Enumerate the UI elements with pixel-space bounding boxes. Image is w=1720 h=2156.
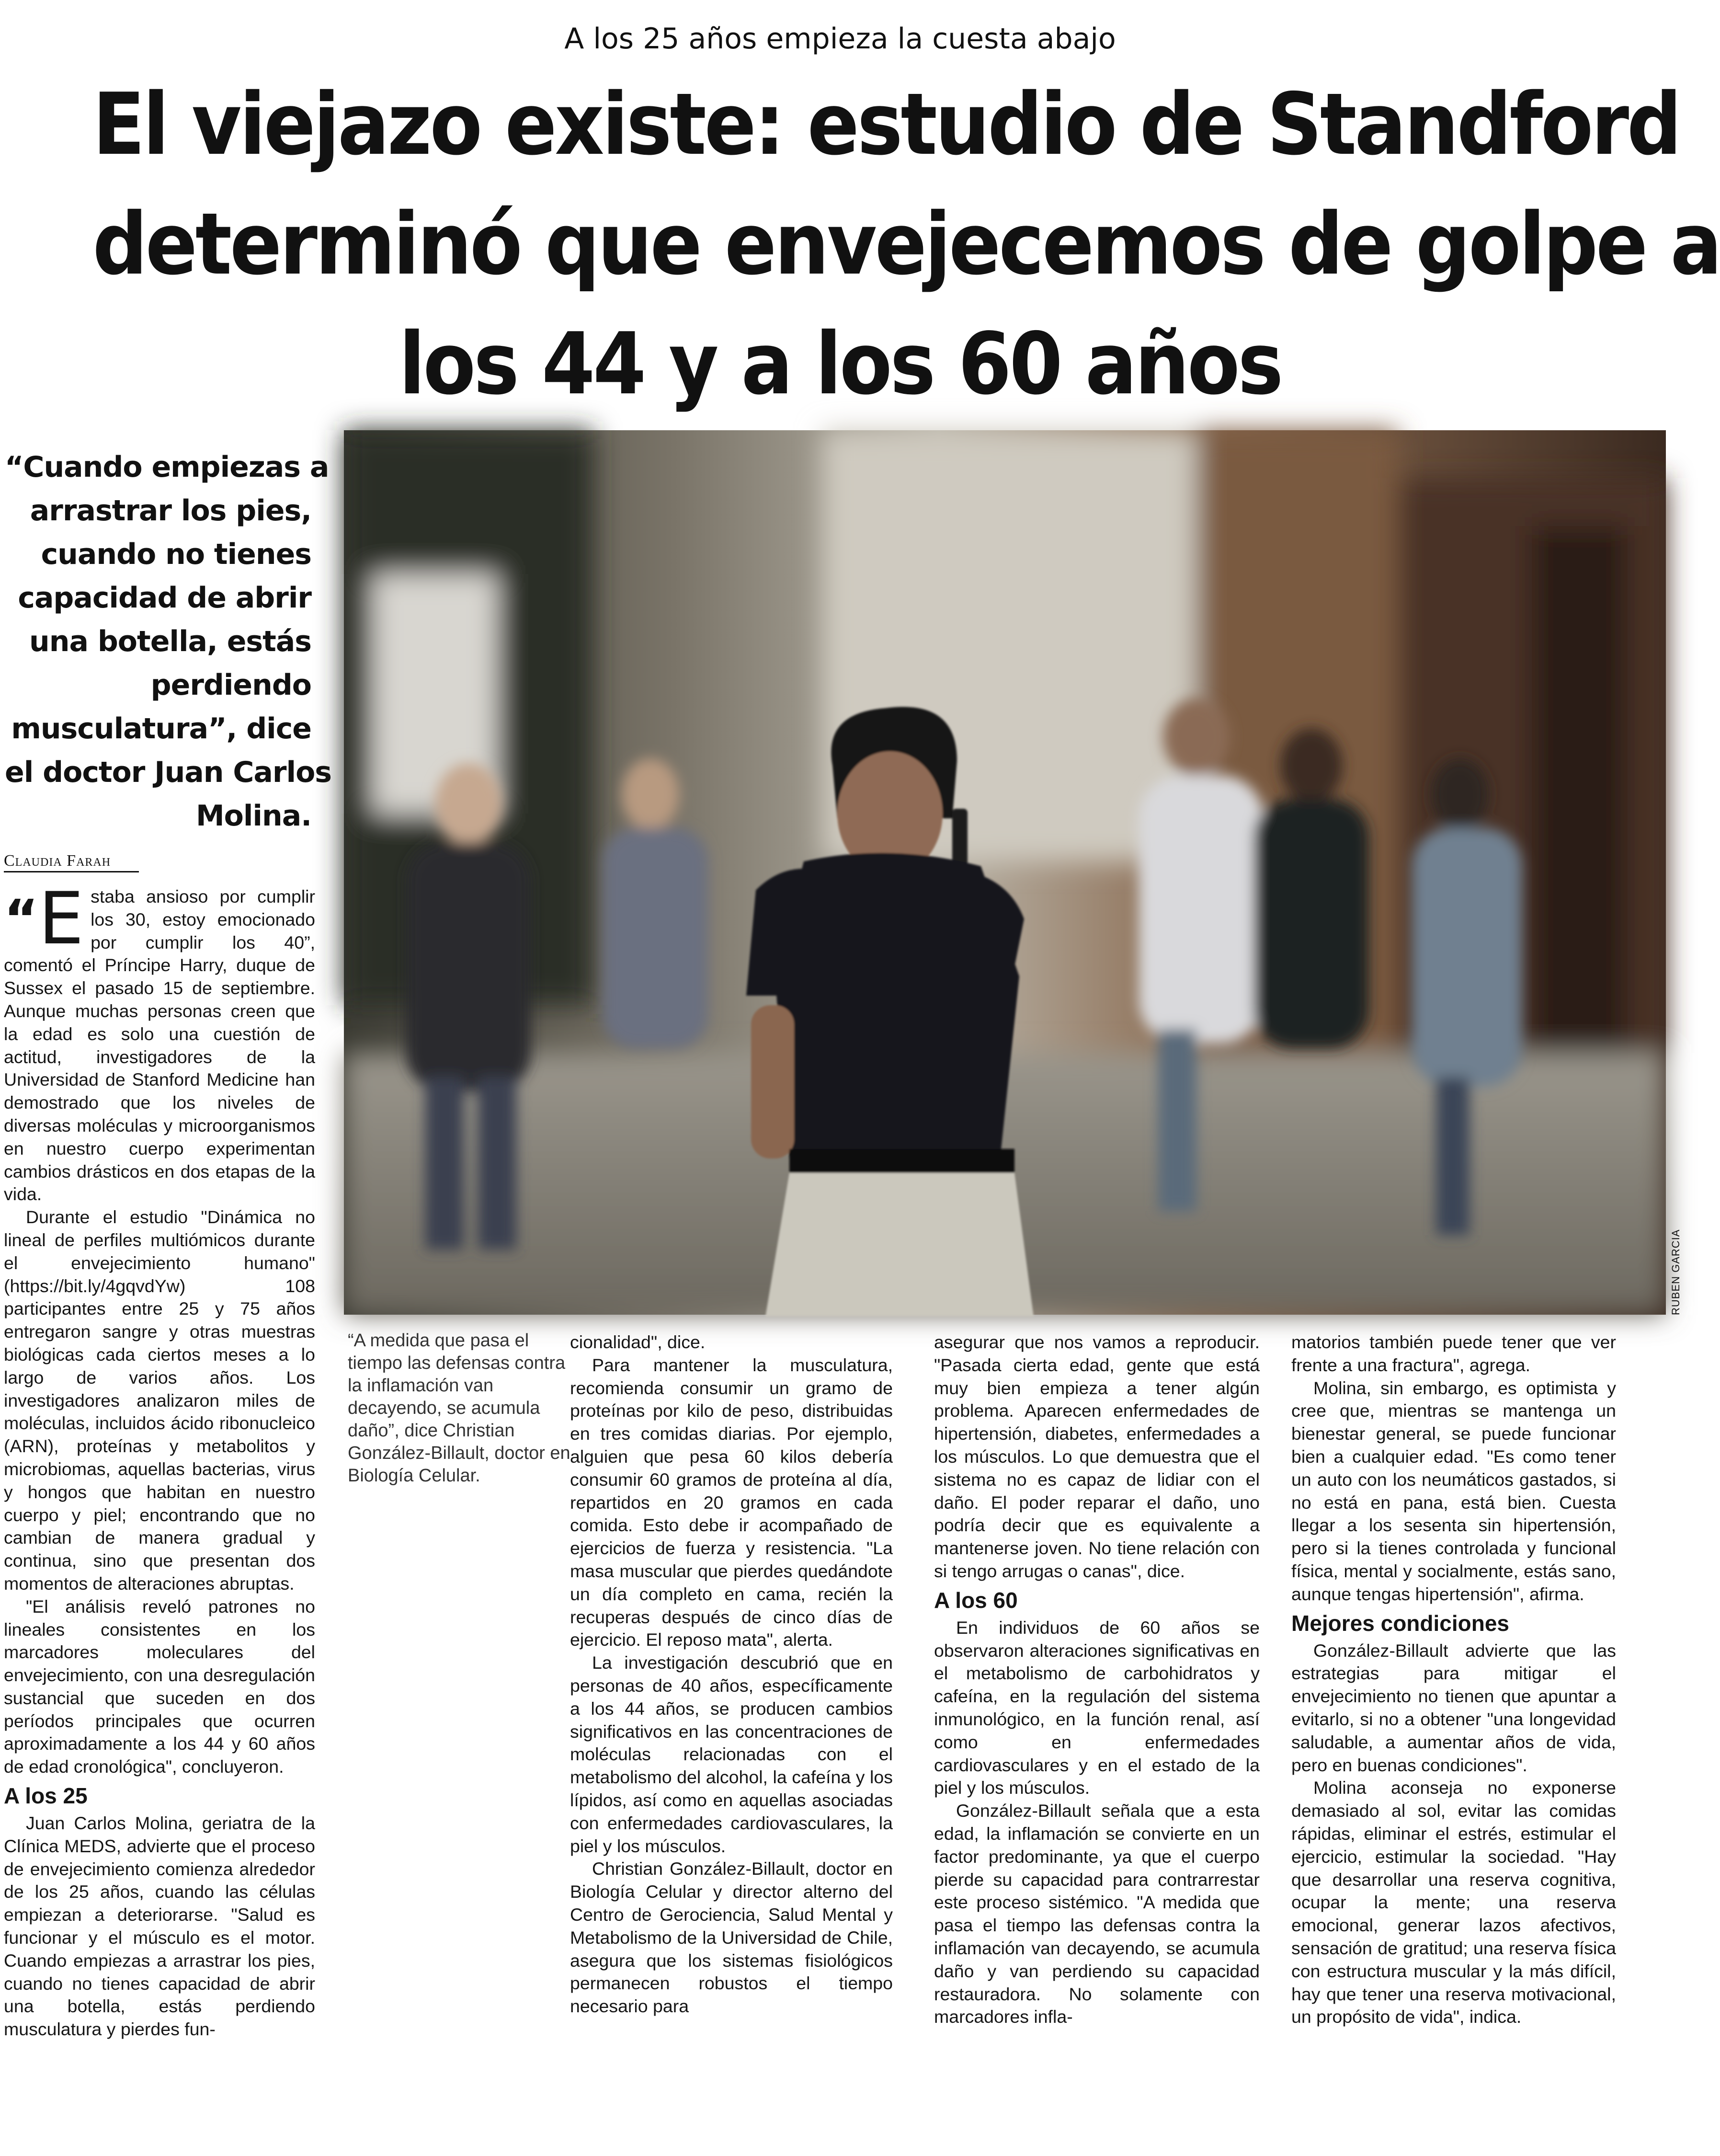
article-paragraph: Molina, sin embargo, es optimista y cree que, mientras se mantenga un bienestar general, se puede funcionar bien a cualquier edad. "Es como tener un auto con los neumáticos gastados, si no está en pana, está bien. Cuesta llegar a los sesenta sin hipertensión, pero si la tienes controlada y funcional física, mental y socialmente, estás sano, aunque tengas hipertensión", afirma. (1291, 1377, 1616, 1604)
pull-quote-line: “Cuando empiezas a (5, 450, 329, 484)
article-column-3 (934, 1331, 1260, 2029)
article-paragraph: González-Billault señala que a esta edad, la inflamación se convierte en un factor predominante, ya que el cuerpo pierde su capacidad para contrarrestar este proceso sistémico. "A medida que pasa el tiempo las defensas contra la inflamación van decayendo, se acumula daño y van perdiendo su capacidad restauradora. No solamente con marcadores infla- (934, 1800, 1260, 2027)
article-paragraph (4, 877, 315, 1206)
pull-quote-line: el doctor Juan Carlos (5, 756, 332, 789)
pull-quote-line: arrastrar los pies, (30, 494, 311, 528)
article-paragraph: matorios también puede tener que ver frente a una fractura", agrega. (1291, 1332, 1616, 1375)
drop-cap (4, 877, 84, 961)
article-paragraph: asegurar que nos vamos a reproducir. "Pasada cierta edad, gente que está muy bien empieza a tener algún problema. Aparecen enfermedades de hipertensión, diabetes, enfermedades a los músculos. Lo que demuestra que el sistema no es capaz de lidiar con el daño. El poder reparar el daño, uno podría decir que es equivalente a mantenerse joven. No tiene relación con si tengo arrugas o canas", dice. (934, 1332, 1260, 1581)
pull-quote-line: una botella, estás (29, 625, 311, 658)
side-quote: “A medida que pasa el tiempo las defensas contra la inflamación van decayendo, se acumula daño”, dice Christian González-Billault, doctor en Biología Celular. (348, 1330, 570, 1486)
section-heading: Mejores condiciones (1291, 1610, 1510, 1636)
pull-quote-line: Molina. (195, 799, 311, 833)
article-paragraph: En individuos de 60 años se observaron alteraciones significativas en el metabolismo de carbohidratos y cafeína, en la regulación del sistema inmunológico, en la función renal, así como en enfermedades cardiovasculares y en el estado de la piel y los músculos. (934, 1617, 1260, 1798)
headline-line: los 44 y a los 60 años (399, 314, 1282, 413)
headline-line: El viejazo existe: estudio de Standford (92, 75, 1680, 174)
byline: Claudia Farah (4, 852, 139, 872)
article-paragraph: La investigación descubrió que en personas de 40 años, específicamente a los 44 años, se producen cambios significativos en las concentraciones de moléculas relacionadas con el metabolismo del alcohol, la cafeína y los lípidos, así como en aquellas asociadas con enfermedades cardiovasculares, la piel y los músculos. (570, 1652, 893, 1856)
pull-quote-line: musculatura”, dice (11, 712, 311, 745)
pull-quote-line: cuando no tienes (41, 538, 311, 571)
article-column-2 (570, 1331, 893, 2018)
drop-cap-letter: E (38, 877, 84, 961)
headline-line: determinó que envejecemos de golpe a (92, 195, 1720, 294)
section-heading: A los 25 (4, 1783, 88, 1809)
article-paragraph: González-Billault advierte que las estrategias para mitigar el envejecimiento no tienen que apuntar a evitarlo, si no a obtener "una longevidad saludable, a aumentar años de vida, pero en buenas condiciones". (1291, 1640, 1616, 1775)
article-paragraph: Juan Carlos Molina, geriatra de la Clínica MEDS, advierte que el proceso de envejecimiento comienza alrededor de los 25 años, cuando las células empiezan a deteriorarse. "Salud es funcionar y el músculo es el motor. Cuando empiezas a arrastrar los pies, cuando no tienes capacidad de abrir una botella, estás perdiendo musculatura y pierdes fun- (4, 1813, 315, 2040)
article-paragraph: "El análisis reveló patrones no lineales consistentes en los marcadores moleculares del envejecimiento, con una desregulación sustancial que suceden en dos períodos principales que ocurren aproximadamente a los 44 y 60 años de edad cronológica", concluyeron. (4, 1596, 315, 1777)
article-paragraph: cionalidad", dice. (570, 1332, 706, 1352)
drop-cap-quote-mark: “ (4, 888, 39, 950)
pull-quote (5, 446, 332, 838)
article-paragraph: Christian González-Billault, doctor en Biología Celular y director alterno del Centro de Gerociencia, Salud Mental y Metabolismo de la Universidad de Chile, asegura que los sistemas fisiológicos permanecen robustos el tiempo necesario para (570, 1858, 893, 2017)
article-paragraph: Durante el estudio "Dinámica no lineal de perfiles multiómicos durante el envejecimiento humano" (https://bit.ly/4gqvdYw) 108 participantes entre 25 y 75 años entregaron sangre y otras muestras biológicas cada ciertos meses a lo largo de varios años. Los investigadores analizaron miles de moléculas, incluidos ácido ribonucleico (ARN), proteínas y metabolitos y microbiomas, aquellas bacterias, virus y hongos que habitan en nuestro cuerpo y piel; encontrando que no cambian de manera gradual y continua, sino que presentan dos momentos de alteraciones abruptas. (4, 1207, 315, 1594)
kicker: A los 25 años empieza la cuesta abajo (564, 22, 1116, 56)
street-photo (344, 430, 1666, 1315)
section-heading: A los 60 (934, 1587, 1018, 1613)
headline (92, 65, 1720, 424)
article-text: staba ansioso por cumplir los 30, estoy emocionado por cumplir los 40”, comentó el Príncipe Harry, duque de Sussex el pasado 15 de septiembre. Aunque muchas personas creen que la edad es solo una cuestión de actitud, investigadores de la Universidad de Stanford Medicine han demostrado que los niveles de diversas moléculas y microorganismos en nuestro cuerpo experimentan cambios drásticos en dos etapas de la vida. (4, 886, 315, 1204)
article-paragraph: Para mantener la musculatura, recomienda consumir un gramo de proteínas por kilo de peso, distribuidas en tres comidas diarias. Por ejemplo, alguien que pesa 60 kilos debería consumir 60 gramos de proteína al día, repartidos en 20 gramos en cada comida. Esto debe ir acompañado de ejercicios de fuerza y resistencia. "La masa muscular que pierdes quedándote un día completo en cama, recién la recuperas después de cinco días de ejercicio. El reposo mata", alerta. (570, 1354, 893, 1650)
article-paragraph: Molina aconseja no exponerse demasiado al sol, evitar las comidas rápidas, eliminar el estrés, estimular el ejercicio, estimular la sociedad. "Hay que desarrollar una reserva cognitiva, ocupar la mente; una reserva emocional, generar lazos afectivos, sensación de gratitud; una reserva física con estructura muscular y la más difícil, hay que tener una reserva motivacional, un propósito de vida", indica. (1291, 1778, 1616, 2027)
pull-quote-line: perdiendo (150, 668, 311, 702)
article-column-1 (4, 877, 315, 2041)
photo-credit: RUBEN GARCIA (1670, 1229, 1682, 1315)
article-column-4 (1291, 1331, 1616, 2029)
pull-quote-line: capacidad de abrir (18, 581, 311, 615)
